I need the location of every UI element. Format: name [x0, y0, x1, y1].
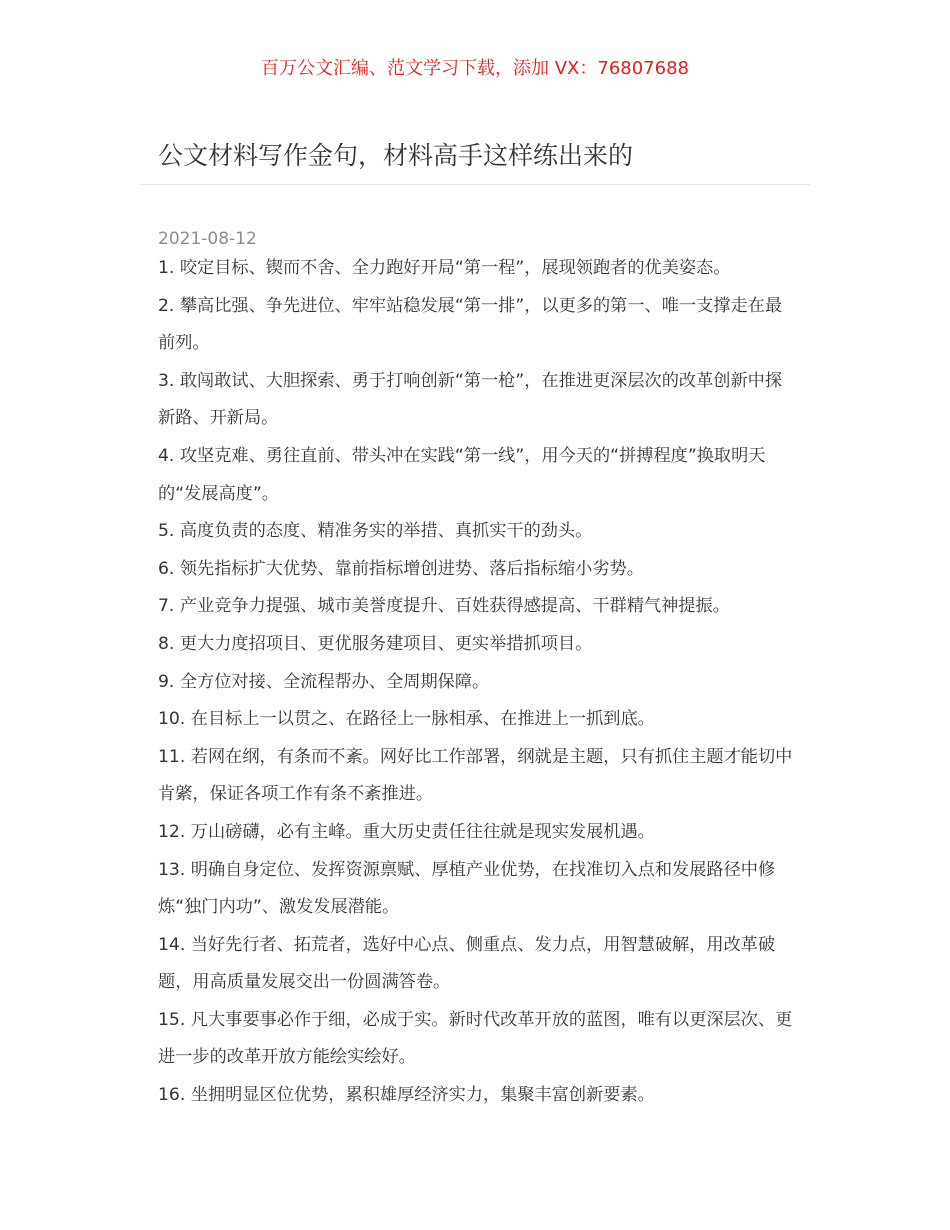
list-item: 7. 产业竞争力提强、城市美誉度提升、百姓获得感提高、干群精气神提振。 — [158, 596, 730, 617]
list-item: 3. 敢闯敢试、大胆探索、勇于打响创新“第一枪”，在推进更深层次的改革创新中探新路、开新局。 — [158, 370, 783, 429]
list-item: 6. 领先指标扩大优势、靠前指标增创进势、落后指标缩小劣势。 — [158, 558, 644, 579]
list-item: 2. 攀高比强、争先进位、牢牢站稳发展“第一排”，以更多的第一、唯一支撑走在最前列。 — [158, 295, 783, 354]
publish-date: 2021-08-12 — [158, 229, 257, 249]
list-item: 12. 万山磅礴，必有主峰。重大历史责任往往就是现实发展机遇。 — [158, 821, 655, 842]
list-item: 13. 明确自身定位、发挥资源禀赋、厚植产业优势，在找准切入点和发展路径中修炼“独门内功”、激发发展潜能。 — [158, 859, 776, 918]
list-item: 8. 更大力度招项目、更优服务建项目、更实举措抓项目。 — [158, 633, 593, 654]
list-item: 16. 坐拥明显区位优势，累积雄厚经济实力，集聚丰富创新要素。 — [158, 1085, 655, 1106]
list-item: 5. 高度负责的态度、精准务实的举措、真抓实干的劲头。 — [158, 521, 593, 542]
promo-banner: 百万公文汇编、范文学习下载，添加 VX：76807688 — [261, 58, 689, 79]
list-item: 1. 咬定目标、锲而不舍、全力跑好开局“第一程”，展现领跑者的优美姿态。 — [158, 258, 731, 278]
list-item: 10. 在目标上一以贯之、在路径上一脉相承、在推进上一抓到底。 — [158, 709, 655, 730]
title-divider — [140, 184, 810, 185]
list-item: 9. 全方位对接、全流程帮办、全周期保障。 — [158, 671, 490, 692]
list-item: 4. 攻坚克难、勇往直前、带头冲在实践“第一线”，用今天的“拼搏程度”换取明天的“发展高度”。 — [158, 445, 766, 504]
list-item: 14. 当好先行者、拓荒者，选好中心点、侧重点、发力点，用智慧破解，用改革破题，用高质量发展交出一份圆满答卷。 — [158, 934, 776, 993]
list-item: 11. 若网在纲，有条而不紊。网好比工作部署，纲就是主题，只有抓住主题才能切中肯綮，保证各项工作有条不紊推进。 — [158, 746, 793, 805]
article-title: 公文材料写作金句，材料高手这样练出来的 — [158, 141, 634, 170]
list-item: 15. 凡大事要事必作于细，必成于实。新时代改革开放的蓝图，唯有以更深层次、更进一步的改革开放方能绘实绘好。 — [158, 1009, 793, 1068]
quote-list — [158, 250, 794, 1115]
